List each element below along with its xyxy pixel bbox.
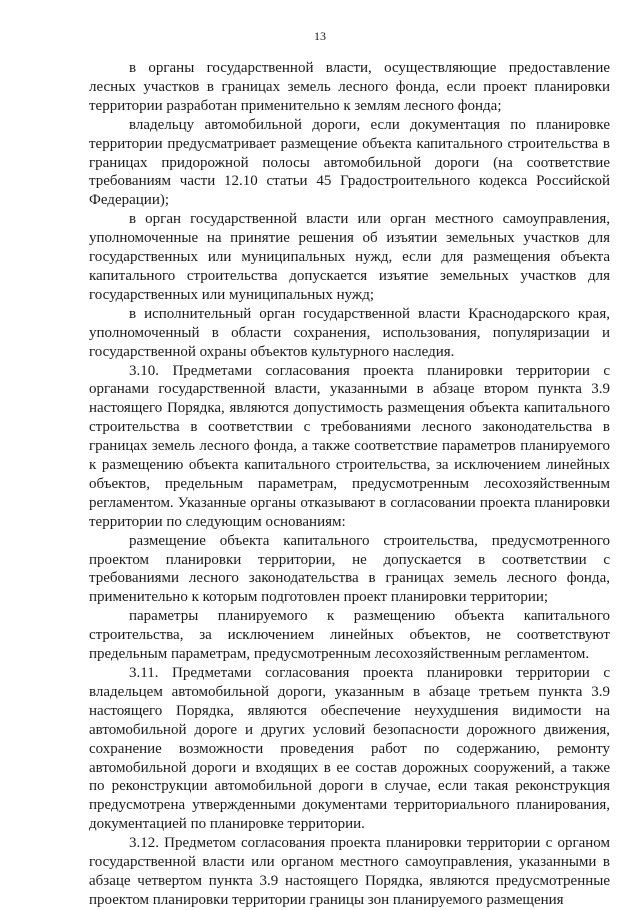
paragraph-road-owner: владельцу автомобильной дороги, если документация по планировке территории предусматривает размещение объекта капитального строительства в границах придорожной полосы автомобильной дороги (на соответствие требованиям части 12.10 статьи 45 Градостроительного кодекса Российской Федерации); [89, 116, 610, 209]
paragraph-clause-3-12: 3.12. Предметом согласования проекта планировки территории с органом государственной власти или органом местного самоуправления, указанными в абзаце четвертом пункта 3.9 настоящего Порядка, являются предусмотренные проектом планировки территории границы зон планируемого размещения [89, 835, 610, 908]
paragraph-cultural-heritage-authority: в исполнительный орган государственной власти Краснодарского края, уполномоченный в области сохранения, использования, популяризации и государственной охраны объектов культурного наследия. [89, 305, 610, 360]
paragraph-refusal-ground-1: размещение объекта капитального строительства, предусмотренного проектом планировки территории, не допускается в соответствии с требованиями лесного законодательства в границах земель лесного фонда, применительно к которым подготовлен проект планировки территории; [89, 532, 610, 606]
document-body [89, 59, 610, 910]
paragraph-forest-authority: в органы государственной власти, осуществляющие предоставление лесных участков в границах земель лесного фонда, если проект планировки территории разработан применительно к землям лесного фонда; [89, 60, 610, 114]
paragraph-clause-3-10: 3.10. Предметами согласования проекта планировки территории с органами государственной власти, указанными в абзаце втором пункта 3.9 настоящего Порядка, являются допустимость размещения объекта капитального строительства в соответствии с требованиями лесного законодательства в границах земель лесного фонда, а также соответствие параметров планируемого к размещению объекта капитального строительства, за исключением линейных объектов, предельным параметрам, предусмотренным лесохозяйственным регламентом. Указанные органы отказывают в согласовании проекта планировки территории по следующим основаниям: [89, 362, 610, 530]
paragraph-refusal-ground-2: параметры планируемого к размещению объекта капитального строительства, за исключением линейных объектов, не соответствуют предельным параметрам, предусмотренным лесохозяйственным регламентом. [89, 608, 610, 663]
page-number: 13 [314, 29, 326, 43]
paragraph-clause-3-11: 3.11. Предметами согласования проекта планировки территории с владельцем автомобильной дороги, указанным в абзаце третьем пункта 3.9 настоящего Порядка, являются обеспечение неухудшения видимости на автомобильной дороге и других условий безопасности дорожного движения, сохранение возможности проведения работ по содержанию, ремонту автомобильной дороги и входящих в ее состав дорожных сооружений, а также по реконструкции автомобильной дороги в случае, если такая реконструкция предусмотрена утвержденными документами территориального планирования, документацией по планировке территории. [89, 665, 610, 833]
paragraph-land-withdrawal-authority: в орган государственной власти или орган местного самоуправления, уполномоченные на принятие решения об изъятии земельных участков для государственных или муниципальных нужд, если для размещения объекта капитального строительства допускается изъятие земельных участков для государственных или муниципальных нужд; [89, 211, 610, 303]
